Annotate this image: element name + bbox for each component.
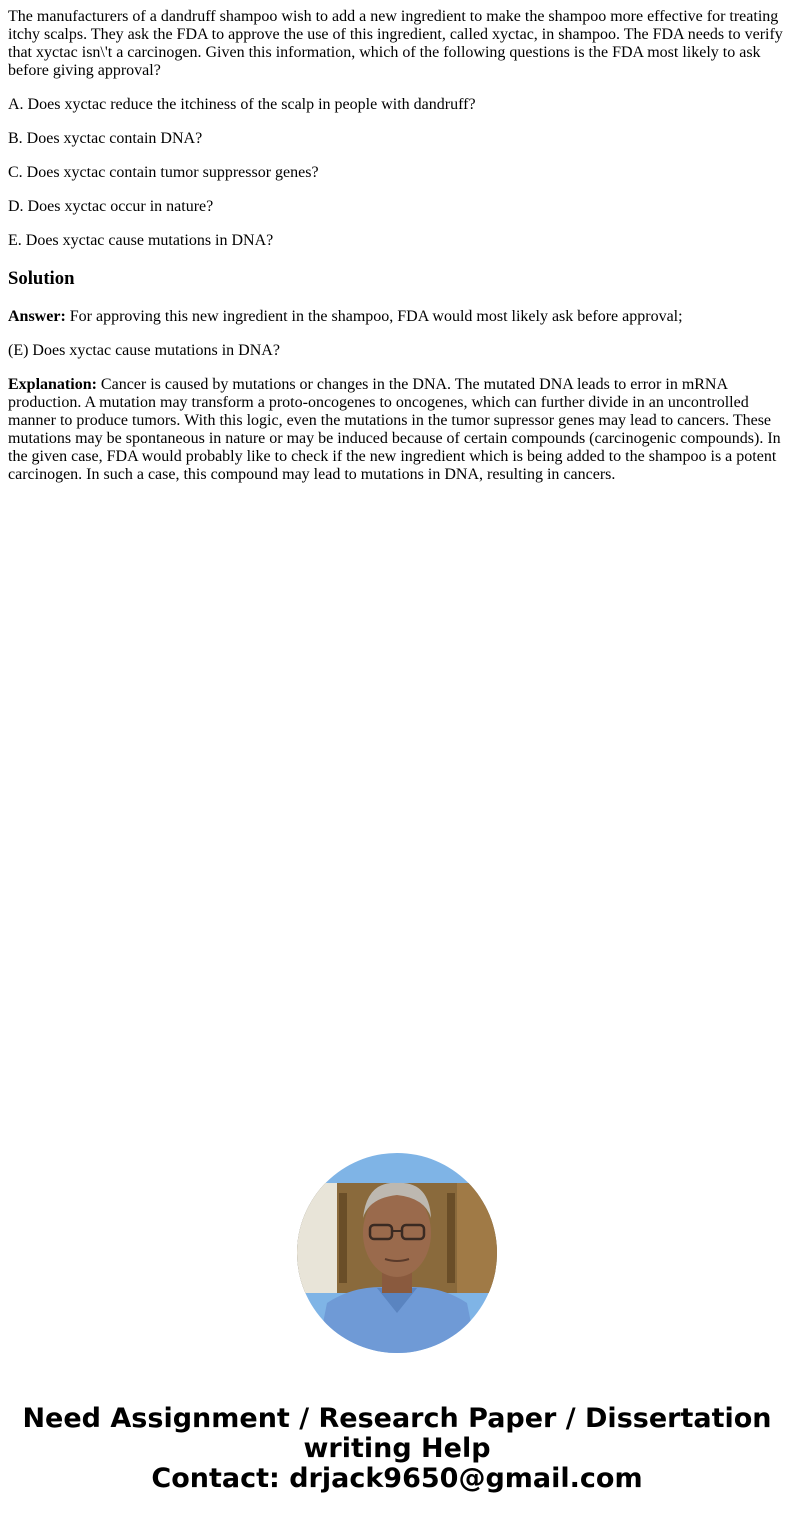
document-body — [8, 8, 786, 500]
promo-line-1: Need Assignment / Research Paper / Dissertation — [22, 1403, 772, 1434]
author-photo — [297, 1153, 497, 1353]
option-a: A. Does xyctac reduce the itchiness of the scalp in people with dandruff? — [8, 96, 476, 113]
answer-label: Answer: — [8, 308, 66, 325]
answer-paragraph — [8, 308, 786, 326]
explanation-text: Cancer is caused by mutations or changes in the DNA. The mutated DNA leads to error in mRNA production. A mutation may transform a proto-oncogenes to oncogenes, which can further divide in an uncontrolled manner to produce tumors. With this logic, even the mutations in the tumor supressor genes may lead to cancers. These mutations may be spontaneous in nature or may be induced because of certain compounds (carcinogenic compounds). In the given case, FDA would probably like to check if the new ingredient which is being added to the shampoo is a potent carcinogen. In such a case, this compound may lead to mutations in DNA, resulting in cancers. — [8, 376, 781, 483]
answer-choice: (E) Does xyctac cause mutations in DNA? — [8, 342, 280, 359]
promo-banner — [0, 1404, 794, 1494]
option-b: B. Does xyctac contain DNA? — [8, 130, 203, 147]
explanation-paragraph — [8, 376, 786, 484]
option-d: D. Does xyctac occur in nature? — [8, 198, 214, 215]
answer-text: For approving this new ingredient in the shampoo, FDA would most likely ask before approval; — [65, 308, 683, 325]
question-text: The manufacturers of a dandruff shampoo wish to add a new ingredient to make the shampoo more effective for treating itchy scalps. They ask the FDA to approve the use of this ingredient, called xyctac, in shampoo. The FDA needs to verify that xyctac isn\'t a carcinogen. Given this information, which of the following questions is the FDA most likely to ask before giving approval? — [8, 8, 783, 79]
option-c: C. Does xyctac contain tumor suppressor genes? — [8, 164, 319, 181]
promo-line-2: writing Help — [303, 1433, 491, 1464]
author-avatar — [297, 1153, 497, 1353]
option-e: E. Does xyctac cause mutations in DNA? — [8, 232, 274, 249]
promo-contact: Contact: drjack9650@gmail.com — [151, 1463, 643, 1494]
solution-heading: Solution — [8, 268, 75, 289]
explanation-label: Explanation: — [8, 376, 97, 393]
